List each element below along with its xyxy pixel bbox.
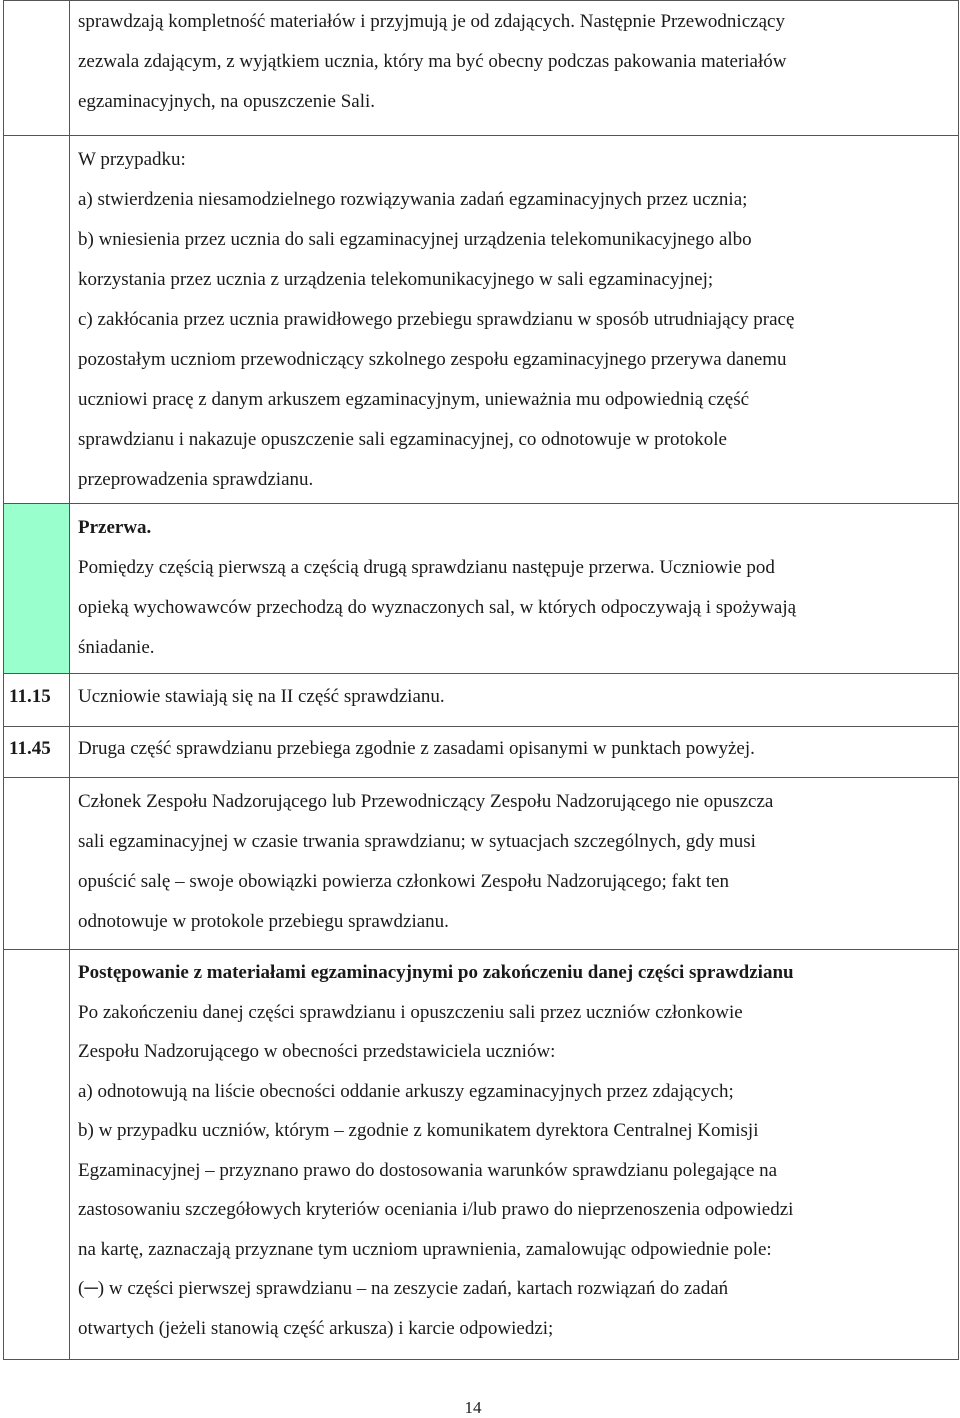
time-cell xyxy=(4,674,70,727)
content-cell xyxy=(70,1,959,136)
table-row xyxy=(4,136,959,504)
time-cell xyxy=(4,727,70,778)
text-line: W przypadku: xyxy=(78,149,186,170)
table-row xyxy=(4,674,959,727)
page-number: 14 xyxy=(464,1398,482,1417)
text-line: uczniowi pracę z danym arkuszem egzaminacyjnym, unieważnia mu odpowiednią część xyxy=(78,389,750,410)
text-line: pozostałym uczniom przewodniczący szkolnego zespołu egzaminacyjnego przerywa danemu xyxy=(78,349,787,370)
time-cell xyxy=(4,136,70,504)
text-line: sprawdzają kompletność materiałów i przyjmują je od zdających. Następnie Przewodniczący xyxy=(78,11,785,32)
table-row xyxy=(4,727,959,778)
time-cell-highlighted xyxy=(4,504,70,674)
text-line: opuścić salę – swoje obowiązki powierza członkowi Zespołu Nadzorującego; fakt ten xyxy=(78,871,730,892)
text-line: Egzaminacyjnej – przyznano prawo do dostosowania warunków sprawdzianu polegające na xyxy=(78,1159,778,1181)
text-line: na kartę, zaznaczają przyznane tym uczniom uprawnienia, zamalowując odpowiednie pole: xyxy=(78,1238,772,1260)
content-cell xyxy=(70,778,959,950)
time-cell xyxy=(4,950,70,1360)
text-line: a) stwierdzenia niesamodzielnego rozwiązywania zadań egzaminacyjnych przez ucznia; xyxy=(78,189,748,210)
content-cell xyxy=(70,504,959,674)
text-line: zezwala zdającym, z wyjątkiem ucznia, który ma być obecny podczas pakowania materiałów xyxy=(78,51,787,72)
table-row xyxy=(4,778,959,950)
text-line: a) odnotowują na liście obecności oddanie arkuszy egzaminacyjnych przez zdających; xyxy=(78,1080,734,1102)
section-heading: Przerwa. xyxy=(78,517,152,538)
text-line: Członek Zespołu Nadzorującego lub Przewodniczący Zespołu Nadzorującego nie opuszcza xyxy=(78,791,774,812)
time-label: 11.15 xyxy=(9,686,51,707)
text-line: opieką wychowawców przechodzą do wyznaczonych sal, w których odpoczywają i spożywają xyxy=(78,597,797,618)
text-line: Zespołu Nadzorującego w obecności przedstawiciela uczniów: xyxy=(78,1041,556,1062)
text-line: zastosowaniu szczegółowych kryteriów oceniania i/lub prawo do nieprzenoszenia odpowiedzi xyxy=(78,1199,794,1220)
time-label: 11.45 xyxy=(9,738,51,759)
schedule-table xyxy=(3,0,959,1360)
text-line: śniadanie. xyxy=(78,637,155,658)
content-cell xyxy=(70,674,959,727)
text-line: sali egzaminacyjnej w czasie trwania sprawdzianu; w sytuacjach szczególnych, gdy musi xyxy=(78,831,756,852)
text-line: korzystania przez ucznia z urządzenia telekomunikacyjnego w sali egzaminacyjnej; xyxy=(78,269,714,290)
time-cell xyxy=(4,1,70,136)
content-cell xyxy=(70,727,959,778)
text-line: b) w przypadku uczniów, którym – zgodnie z komunikatem dyrektora Centralnej Komisji xyxy=(78,1120,759,1141)
text-line: c) zakłócania przez ucznia prawidłowego przebiegu sprawdzianu w sposób utrudniający pracę xyxy=(78,309,795,330)
table-row xyxy=(4,504,959,674)
text-line: odnotowuje w protokole przebiegu sprawdzianu. xyxy=(78,911,449,932)
text-line: przeprowadzenia sprawdzianu. xyxy=(78,469,314,490)
content-cell xyxy=(70,136,959,504)
text-line: Uczniowie stawiają się na II część sprawdzianu. xyxy=(78,686,445,707)
text-line: egzaminacyjnych, na opuszczenie Sali. xyxy=(78,91,376,112)
text-line: sprawdzianu i nakazuje opuszczenie sali egzaminacyjnej, co odnotowuje w protokole xyxy=(78,429,727,450)
text-line: Pomiędzy częścią pierwszą a częścią drugą sprawdzianu następuje przerwa. Uczniowie pod xyxy=(78,557,775,578)
time-cell xyxy=(4,778,70,950)
text-line: otwartych (jeżeli stanowią część arkusza) i karcie odpowiedzi; xyxy=(78,1317,554,1339)
text-line: Druga część sprawdzianu przebiega zgodnie z zasadami opisanymi w punktach powyżej. xyxy=(78,738,755,759)
content-cell xyxy=(70,950,959,1360)
table-row xyxy=(4,950,959,1360)
text-line: Po zakończeniu danej części sprawdzianu i opuszczeniu sali przez uczniów członkowie xyxy=(78,1001,743,1023)
text-line: b) wniesienia przez ucznia do sali egzaminacyjnej urządzenia telekomunikacyjnego albo xyxy=(78,229,752,250)
section-heading: Postępowanie z materiałami egzaminacyjnymi po zakończeniu danej części sprawdzianu xyxy=(78,962,794,983)
table-row xyxy=(4,1,959,136)
text-line: (─) w części pierwszej sprawdzianu – na zeszycie zadań, kartach rozwiązań do zadań xyxy=(78,1278,729,1299)
